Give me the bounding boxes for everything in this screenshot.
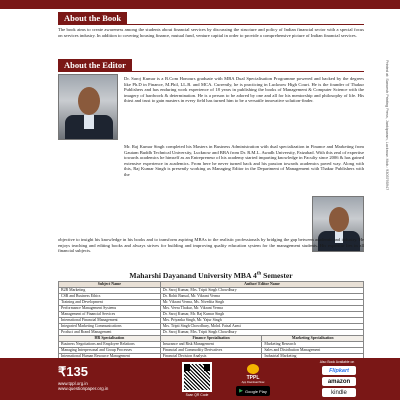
syllabus-table [58, 281, 364, 360]
marketing-spec-cell: Sales and Distribution Management [262, 348, 364, 354]
printer-credit: Printed at: Sarwesh Printing Press, Jankipuram, Lucknow. Mob.: 9305795947 [385, 60, 389, 191]
subject-cell: International Financial Management [59, 318, 161, 324]
qr-label: Scan QR Code [185, 393, 209, 397]
subject-cell: Management of Financial Services [59, 312, 161, 318]
publisher-tagline: App Download Now [241, 381, 265, 384]
subject-header: Subject Name [59, 282, 161, 288]
author-cell: Mrs. Veera Thakur, Mr. Vikrant Verma [160, 306, 363, 312]
amazon-label: amazon [327, 378, 351, 385]
author-cell: Mrs. Priyanka Singh, Mr. Yajur Singh [160, 318, 363, 324]
website-link-questionpaper[interactable]: www.questionpaper.org.in [58, 386, 109, 392]
flipkart-label: Flipkart [329, 367, 349, 374]
finance-spec-cell: Insurance and Risk Management [160, 342, 262, 348]
also-available-label: Also Book Available on [319, 360, 355, 364]
author-cell: Dr. Saroj Kumar, Mrs. Tripti Singh Chowdhury [160, 288, 363, 294]
hr-spec-cell: International Human Resource Management [59, 354, 161, 360]
amazon-logo-icon[interactable] [322, 377, 356, 386]
google-play-label: Google Play [245, 388, 267, 394]
marketing-spec-cell: Industrial Marketing [262, 354, 364, 360]
finance-spec-cell: Financial Decision Analysis [160, 354, 262, 360]
finance-spec-cell: Financial and Commodity Derivatives [160, 348, 262, 354]
tppl-logo-icon [238, 364, 268, 384]
table-row [59, 348, 364, 354]
editor2-bio-part2: objective to insight his knowledge in his books and to transform aspiring MBAs to the realistic professionals by bridging the gap between academic and industry. He enjoys teaching and editing books and always strives for building and improving quality education system for the management students. His expertise lies in all financial subjects. [58, 237, 364, 253]
about-editor-rule [58, 71, 364, 72]
about-book-rule [58, 24, 364, 25]
hr-spec-cell: Business Negotiations and Employee Relations [59, 342, 161, 348]
subject-cell: Product and Brand Management [59, 330, 161, 336]
google-play-badge[interactable] [236, 386, 270, 396]
author-cell: Dr. Saroj Kumar, Mr. Raj Kumar Singh [160, 312, 363, 318]
subject-cell: Integrated Marketing Communications [59, 324, 161, 330]
subject-cell: Training and Development [59, 300, 161, 306]
price-label: ₹135 [58, 364, 88, 379]
subject-cell: Performance Management Systems [59, 306, 161, 312]
marketing-spec-cell: Marketing Research [262, 342, 364, 348]
editor2-bio-part1: Mr. Raj Kumar Singh completed his Masters in Business Administration with dual specialization in Finance and Marketing from Gautam Buddh Technical University, Lucknow and BBA from Dr. R.M.L. Awadh University, Faizabad. With this zeal of expertise towards academics he himself as an Entrepreneur of his academy started imparting knowledge in Faculty since 2006 & has gained extensive experience in academics. From here he never turned back and his passion towards academics paved way. Along with this, Raj Kumar Singh is presently working as Managing Editor in the Department of Management with Thakur Publishers with the [124, 144, 364, 177]
kindle-logo-icon[interactable] [322, 388, 356, 397]
specialisation-header-row [59, 336, 364, 342]
author-header: Author/ Editor Name [160, 282, 363, 288]
hr-spec-header: HR Specialisation [59, 336, 161, 342]
editor1-photo [58, 74, 118, 140]
author-cell: Mr. Vikrant Verma, Ms. Nivedita Singh [160, 300, 363, 306]
subject-cell: CSR and Business Ethics [59, 294, 161, 300]
about-editor-heading: About the Editor [58, 59, 132, 71]
author-cell: Dr. Rohit Bansal, Mr. Vikrant Verma [160, 294, 363, 300]
website-link-tppl[interactable]: www.tppl.org.in [58, 381, 88, 386]
subject-cell: B2B Marketing [59, 288, 161, 294]
about-book-heading: About the Book [58, 12, 127, 24]
flipkart-logo-icon[interactable] [322, 366, 356, 375]
author-cell: Dr. Saroj Kumar, Mrs. Tripti Singh Chowdhury [160, 330, 363, 336]
top-color-band [0, 0, 400, 9]
hr-spec-cell: Managing Interpersonal and Group Processes [59, 348, 161, 354]
publisher-name: TPPL [246, 375, 260, 381]
author-cell: Mrs. Tripti Singh Chowdhury, Mohd. Faisal Azmi [160, 324, 363, 330]
about-book-text: The book aims to create awareness among the students about financial services by discussing the structure and policy of Indian financial sector with a special focus on services industry. In addition to covering housing finance, mutual fund, venture capital in order to provide a comprehensive picture of Indian financial services. [58, 27, 364, 38]
website-links [58, 381, 108, 392]
qr-code-icon[interactable] [182, 362, 212, 392]
finance-spec-header: Finance Specialisation [160, 336, 262, 342]
editor1-bio: Dr. Saroj Kumar is a B.Com Honours graduate with MBA Dual Specialisation Programme powered and backed by the degrees like Ph.D in Finance, M.Phil, LL.B. and MCA. Currently, he is practicing in Lucknow High Court. He is the founder of Thakur Publishers and has enduring work experience of 18 years in publishing the books of Management & Computer Science with the imagery of hardwork & determination. He is a person to be adored by one and all for his mentorship and philosophy of life. His thirst and trust to gain masters in every field has turned him to be a versatile innovative solution-finder. [124, 76, 364, 103]
syllabus-title: Maharshi Dayanand University MBA 4th Semester [129, 271, 293, 280]
google-play-icon: ▶ [239, 388, 244, 394]
marketing-spec-header: Marketing Specialisation [262, 336, 364, 342]
kindle-label: kindle [331, 389, 347, 396]
